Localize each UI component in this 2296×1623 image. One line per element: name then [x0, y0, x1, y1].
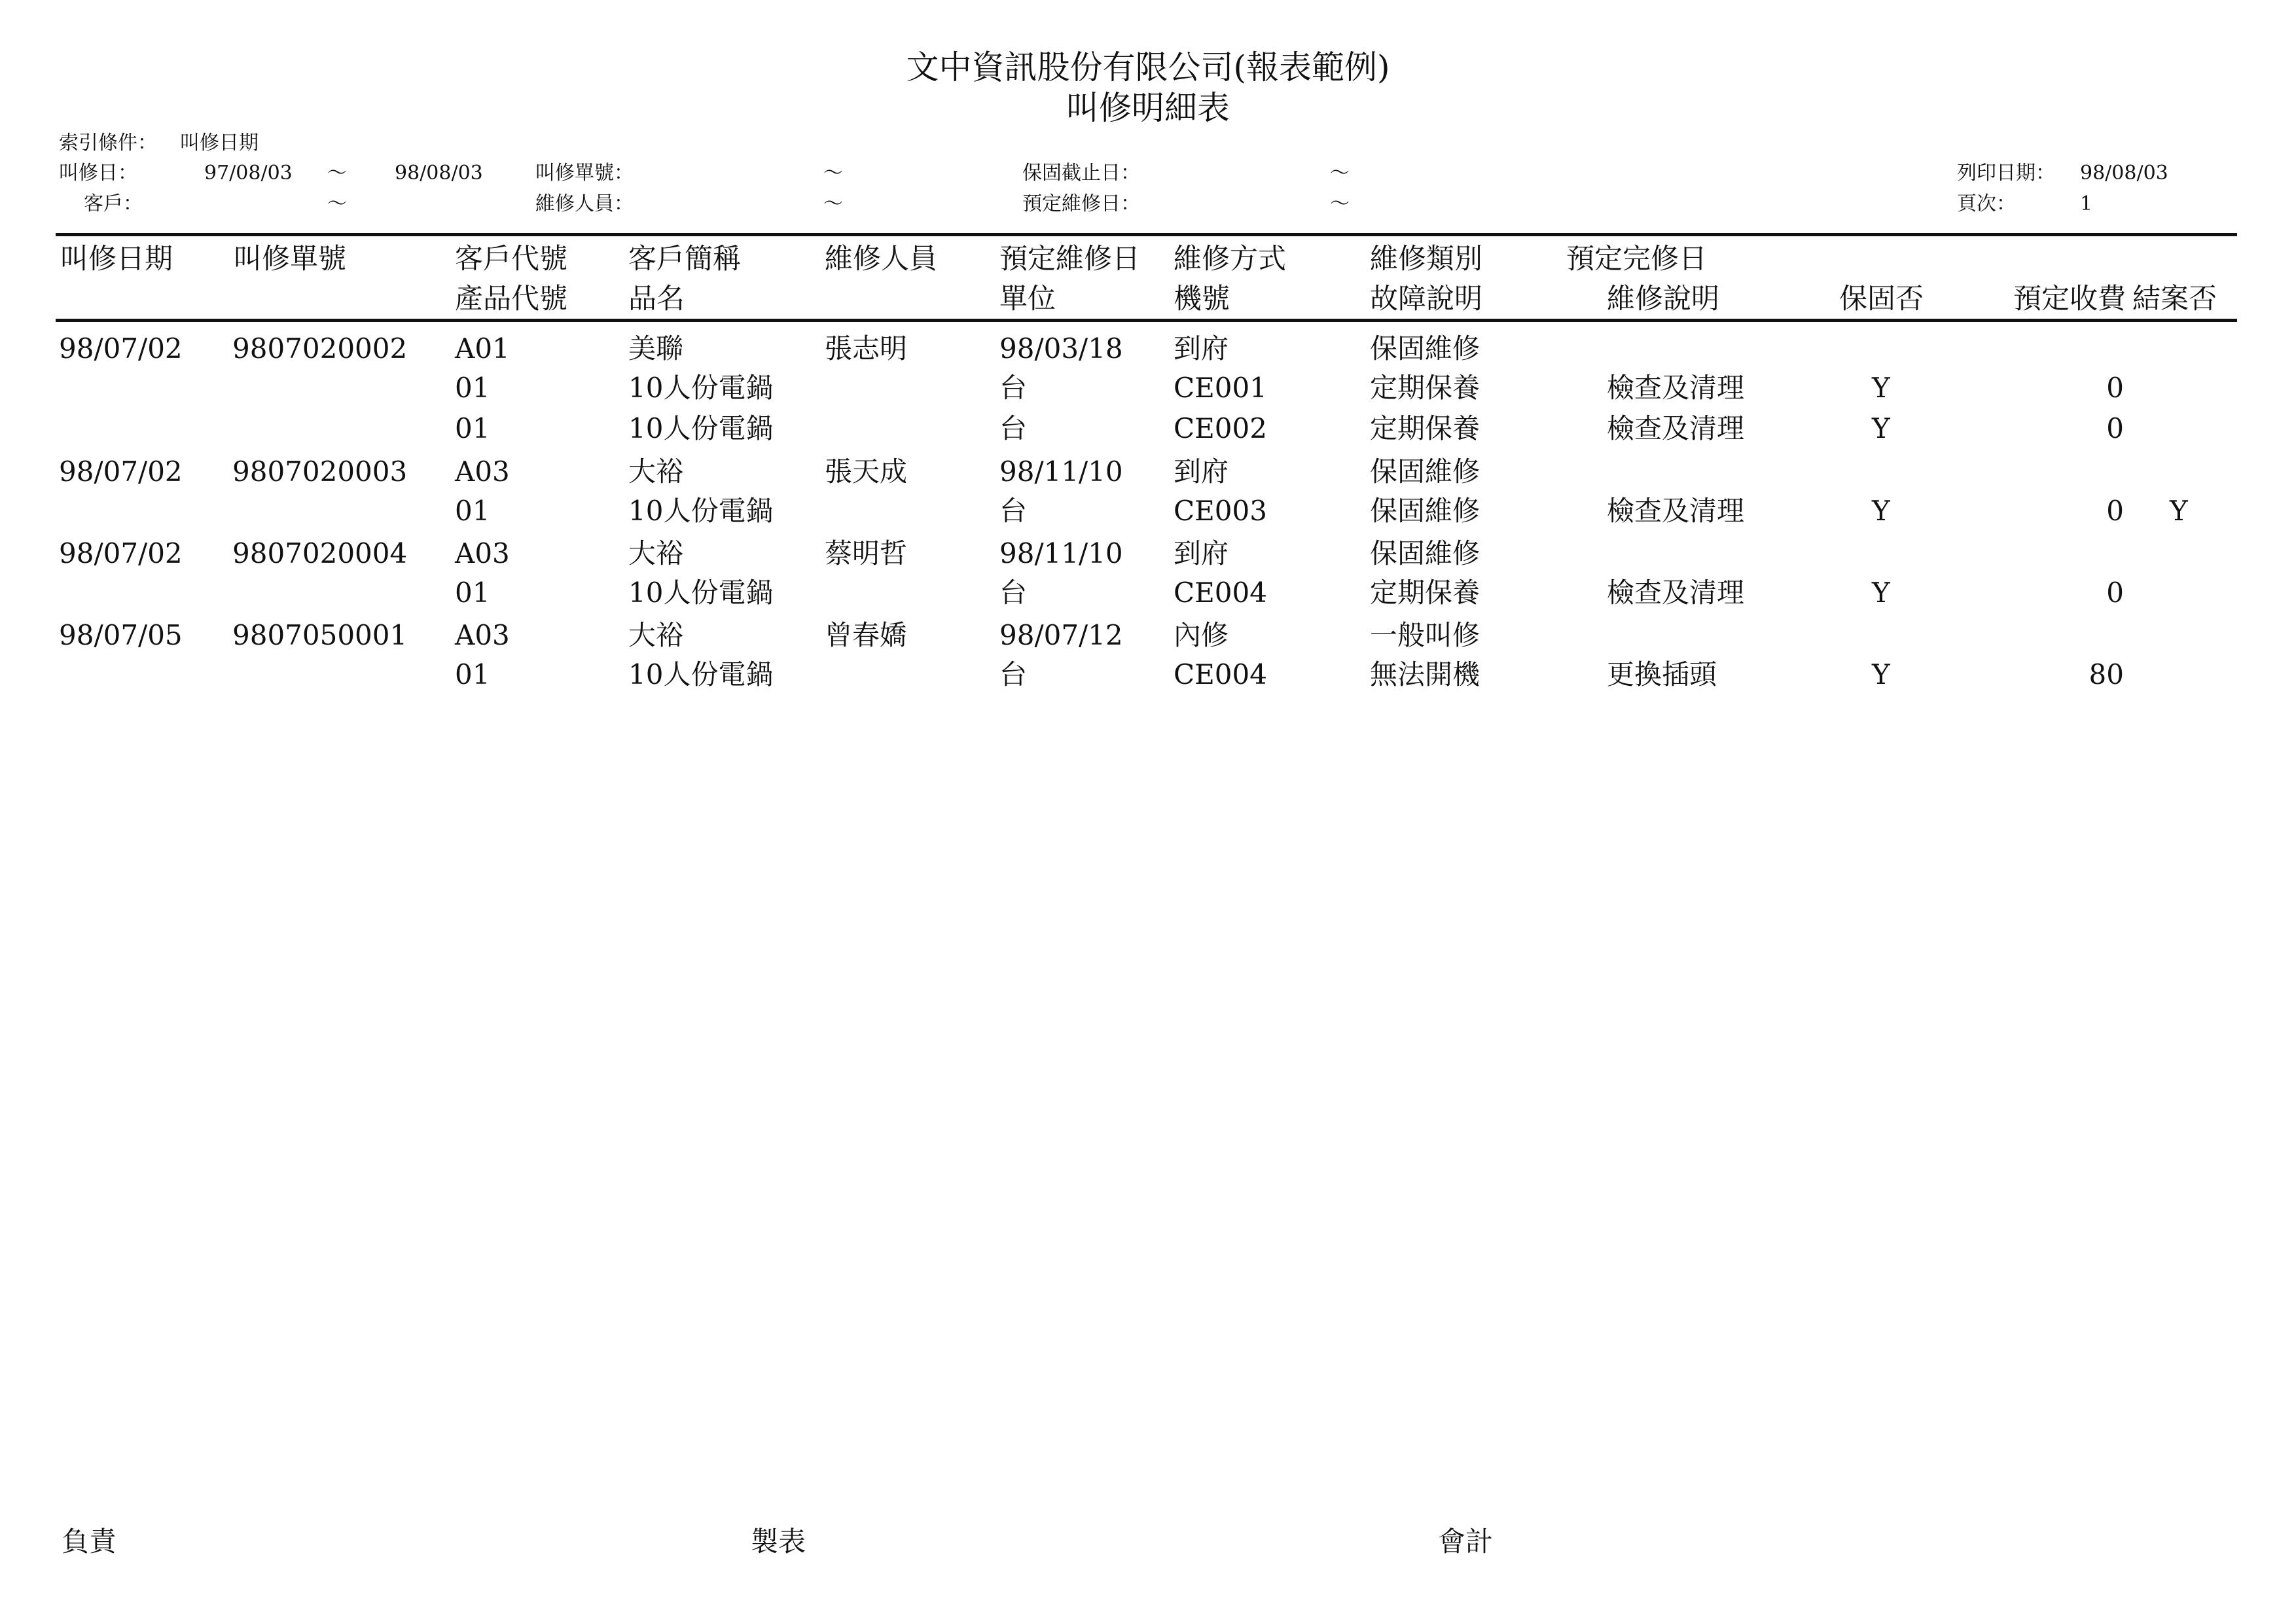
print-date-value: 98/08/03	[2080, 162, 2168, 185]
col-scheduled-date: 預定維修日	[999, 243, 1140, 276]
header-bottom-rule	[56, 319, 2237, 322]
record-scheduled-date: 98/11/10	[999, 537, 1123, 569]
item-product-name: 10人份電鍋	[628, 495, 774, 527]
repair-date-to: 98/08/03	[395, 162, 483, 185]
item-fault: 定期保養	[1370, 372, 1480, 404]
page-label: 頁次：	[1957, 192, 2016, 215]
record-method: 到府	[1174, 455, 1229, 488]
item-warranty: Y	[1872, 372, 1890, 404]
item-product-code: 01	[455, 658, 490, 690]
record-repair-date: 98/07/02	[59, 332, 183, 365]
col-fee: 預定收費	[2013, 283, 2126, 315]
warranty-end-tilde: ～	[1330, 162, 1350, 185]
print-date-label: 列印日期：	[1957, 162, 2055, 185]
page-number: 1	[2080, 192, 2093, 215]
item-repair-desc: 檢查及清理	[1607, 372, 1745, 404]
record-technician: 蔡明哲	[825, 537, 908, 569]
record-repair-date: 98/07/05	[59, 619, 183, 651]
record-customer-short: 大裕	[628, 619, 684, 651]
col-customer-code: 客戶代號	[455, 243, 567, 276]
record-customer-code: A03	[455, 455, 510, 488]
col-warranty: 保固否	[1839, 283, 1924, 315]
repair-date-from: 97/08/03	[204, 162, 293, 185]
record-repair-date: 98/07/02	[59, 537, 183, 569]
col-repair-date: 叫修日期	[60, 243, 173, 276]
record-category: 保固維修	[1370, 537, 1480, 569]
item-fault: 定期保養	[1370, 577, 1480, 609]
record-scheduled-date: 98/07/12	[999, 619, 1123, 651]
signature-responsible: 負責	[62, 1525, 117, 1558]
item-warranty: Y	[1872, 577, 1890, 609]
item-fault: 保固維修	[1370, 495, 1480, 527]
record-method: 到府	[1174, 332, 1229, 365]
index-condition-label: 索引條件：	[59, 132, 157, 154]
repair-date-tilde: ～	[327, 162, 347, 185]
record-customer-code: A03	[455, 537, 510, 569]
warranty-end-label: 保固截止日：	[1022, 162, 1140, 185]
item-fee: 0	[2106, 495, 2124, 527]
item-unit: 台	[999, 372, 1028, 404]
item-product-name: 10人份電鍋	[628, 658, 774, 690]
technician-label: 維修人員：	[535, 192, 634, 215]
scheduled-date-label: 預定維修日：	[1022, 192, 1140, 215]
item-repair-desc: 檢查及清理	[1607, 577, 1745, 609]
item-product-name: 10人份電鍋	[628, 372, 774, 404]
record-customer-short: 大裕	[628, 537, 684, 569]
header-top-rule	[56, 233, 2237, 236]
customer-label: 客戶：	[84, 192, 143, 215]
item-repair-desc: 檢查及清理	[1607, 495, 1745, 527]
report-title: 叫修明細表	[1066, 89, 1230, 127]
record-customer-code: A01	[455, 332, 510, 365]
item-product-code: 01	[455, 372, 490, 404]
record-repair-date: 98/07/02	[59, 455, 183, 488]
item-fee: 80	[2089, 658, 2124, 690]
record-customer-code: A03	[455, 619, 510, 651]
record-repair-no: 9807020004	[232, 537, 408, 569]
item-machine-no: CE002	[1174, 412, 1267, 444]
item-machine-no: CE004	[1174, 577, 1267, 609]
item-warranty: Y	[1872, 412, 1890, 444]
item-unit: 台	[999, 577, 1028, 609]
item-warranty: Y	[1872, 495, 1890, 527]
item-fault: 無法開機	[1370, 658, 1480, 690]
col-repair-no: 叫修單號	[234, 243, 346, 276]
col-method: 維修方式	[1174, 243, 1286, 276]
record-repair-no: 9807050001	[232, 619, 408, 651]
customer-tilde: ～	[327, 192, 347, 215]
col-product-code: 產品代號	[455, 283, 567, 315]
company-title: 文中資訊股份有限公司(報表範例)	[906, 48, 1390, 86]
col-finish-date: 預定完修日	[1566, 243, 1707, 276]
col-fault: 故障說明	[1370, 283, 1482, 315]
record-technician: 張志明	[825, 332, 908, 365]
record-scheduled-date: 98/11/10	[999, 455, 1123, 488]
record-method: 到府	[1174, 537, 1229, 569]
technician-tilde: ～	[823, 192, 843, 215]
col-unit: 單位	[999, 283, 1056, 315]
item-product-code: 01	[455, 577, 490, 609]
item-unit: 台	[999, 658, 1028, 690]
record-scheduled-date: 98/03/18	[999, 332, 1123, 365]
col-product-name: 品名	[628, 283, 685, 315]
record-closed: Y	[2170, 495, 2188, 527]
col-customer-short: 客戶簡稱	[628, 243, 741, 276]
record-repair-no: 9807020003	[232, 455, 408, 488]
record-repair-no: 9807020002	[232, 332, 408, 365]
item-repair-desc: 檢查及清理	[1607, 412, 1745, 444]
item-fee: 0	[2106, 577, 2124, 609]
repair-no-label: 叫修單號：	[535, 162, 634, 185]
col-technician: 維修人員	[825, 243, 937, 276]
record-technician: 曾春嬌	[825, 619, 908, 651]
item-product-code: 01	[455, 495, 490, 527]
item-machine-no: CE003	[1174, 495, 1267, 527]
signature-accounting: 會計	[1438, 1525, 1494, 1558]
item-product-code: 01	[455, 412, 490, 444]
record-method: 內修	[1174, 619, 1229, 651]
item-product-name: 10人份電鍋	[628, 577, 774, 609]
col-closed: 結案否	[2132, 283, 2217, 315]
item-machine-no: CE001	[1174, 372, 1267, 404]
item-machine-no: CE004	[1174, 658, 1267, 690]
item-repair-desc: 更換插頭	[1607, 658, 1717, 690]
item-unit: 台	[999, 495, 1028, 527]
col-category: 維修類別	[1370, 243, 1482, 276]
record-category: 保固維修	[1370, 332, 1480, 365]
item-warranty: Y	[1872, 658, 1890, 690]
record-category: 保固維修	[1370, 455, 1480, 488]
item-product-name: 10人份電鍋	[628, 412, 774, 444]
scheduled-date-tilde: ～	[1330, 192, 1350, 215]
repair-date-label: 叫修日：	[59, 162, 137, 185]
record-category: 一般叫修	[1370, 619, 1480, 651]
record-technician: 張天成	[825, 455, 908, 488]
col-machine-no: 機號	[1174, 283, 1230, 315]
col-repair-desc: 維修說明	[1607, 283, 1719, 315]
repair-no-tilde: ～	[823, 162, 843, 185]
signature-prepared: 製表	[751, 1525, 806, 1558]
index-condition-value: 叫修日期	[180, 132, 259, 154]
item-fee: 0	[2106, 412, 2124, 444]
record-customer-short: 美聯	[628, 332, 684, 365]
item-fault: 定期保養	[1370, 412, 1480, 444]
record-customer-short: 大裕	[628, 455, 684, 488]
item-unit: 台	[999, 412, 1028, 444]
item-fee: 0	[2106, 372, 2124, 404]
